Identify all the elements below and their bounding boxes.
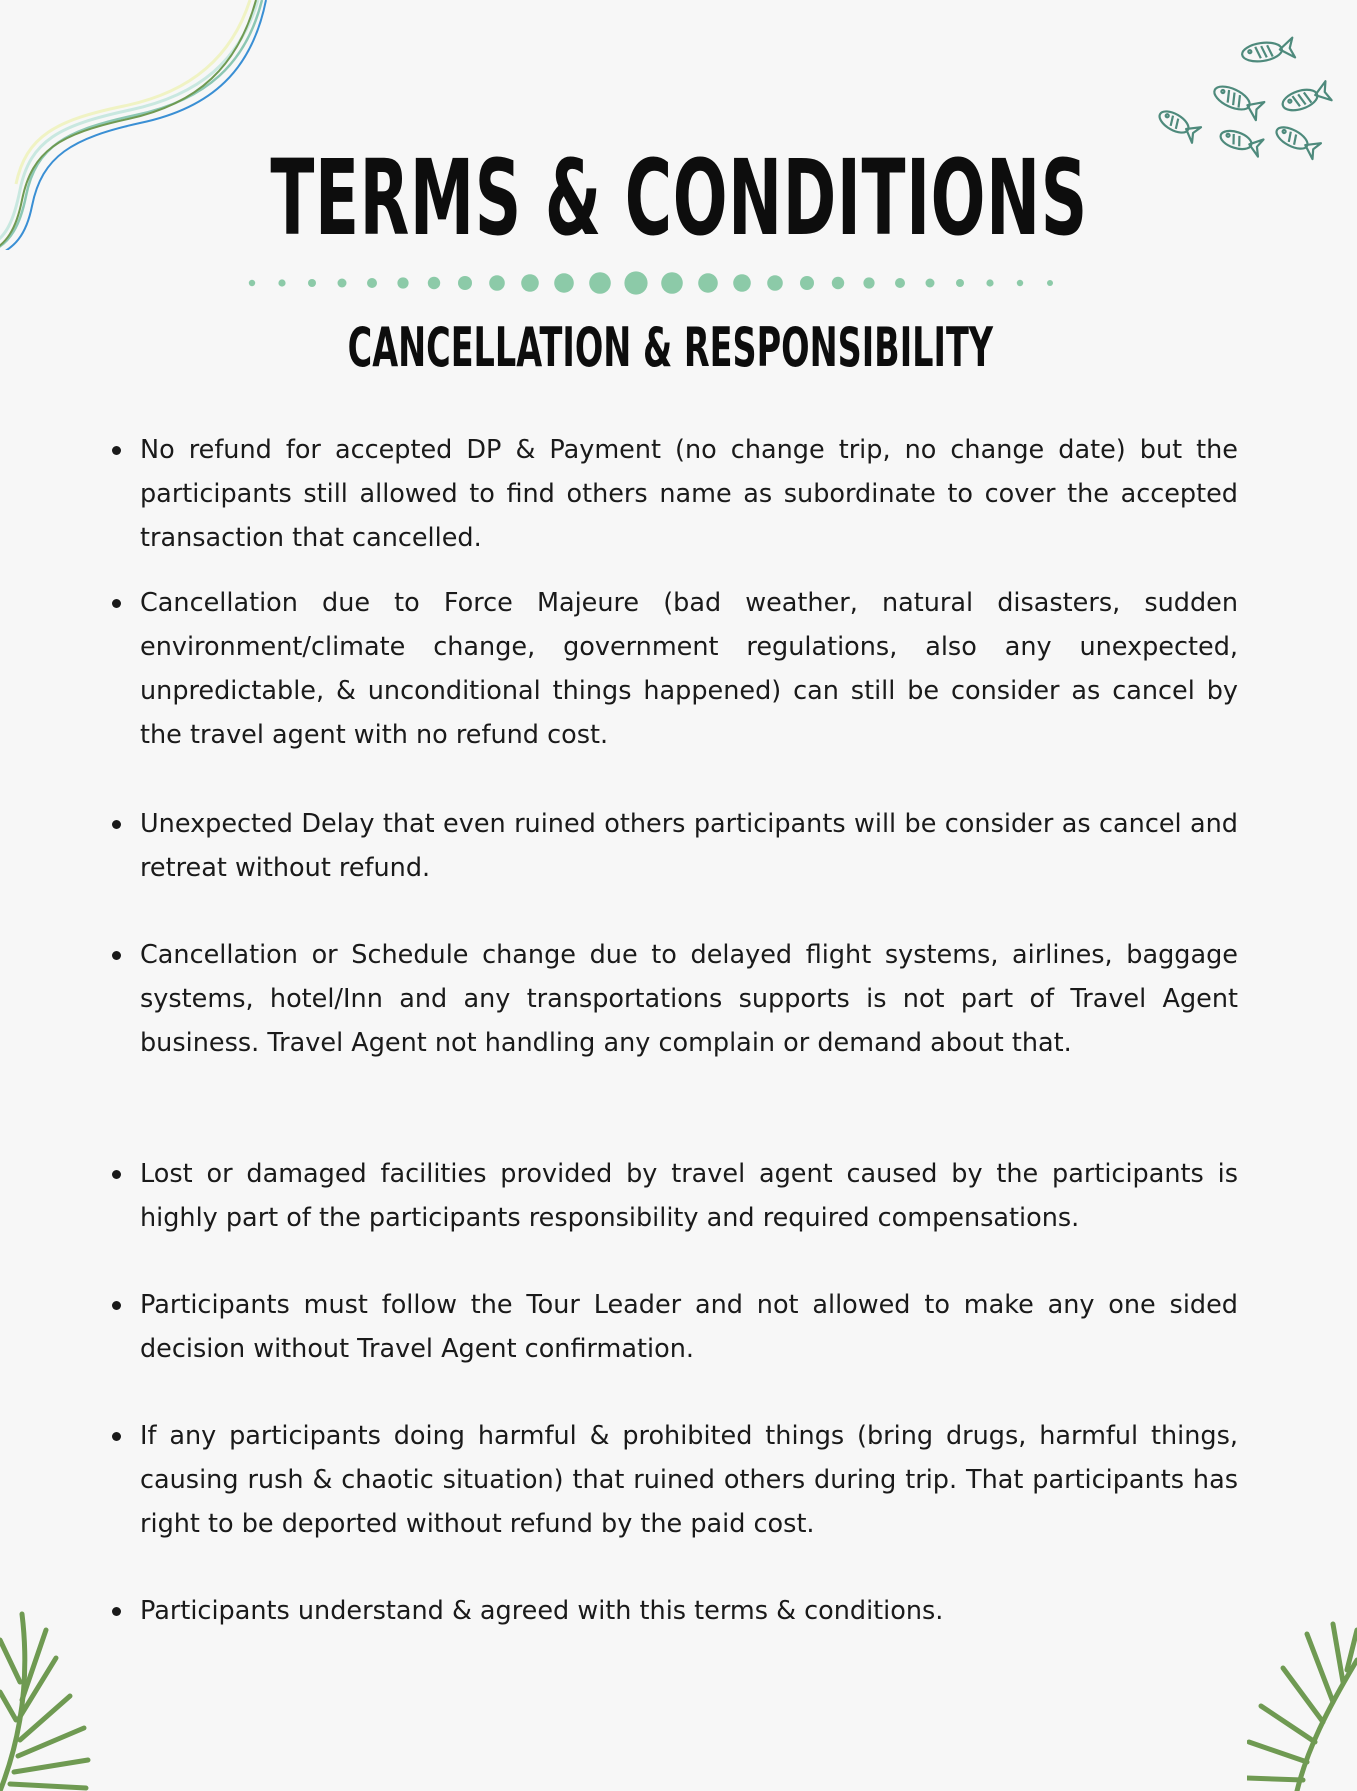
wavy-lines-icon (0, 0, 270, 250)
term-text: Cancellation due to Force Majeure (bad weather, natural disasters, sudden environment/climate change, government regulations, also any unexpected, unpredictable, & unconditional things happened) can still be consider as cancel by the travel agent with no refund cost. (140, 588, 1238, 750)
term-text: Cancellation or Schedule change due to delayed flight systems, airlines, baggage systems, hotel/Inn and any transportations supports is not part of Travel Agent business. Travel Agent not handling any complain or demand about that. (140, 940, 1238, 1058)
list-item (140, 581, 1238, 757)
list-item (140, 933, 1238, 1065)
list-item (140, 802, 1238, 890)
list-item (140, 428, 1238, 560)
dots-divider-icon (240, 268, 1080, 298)
list-item (140, 1283, 1238, 1371)
term-text: If any participants doing harmful & prohibited things (bring drugs, harmful things, causing rush & chaotic situation) that ruined others during trip. That participants has right to be deported without refund by the paid cost. (140, 1421, 1238, 1539)
bullet-icon (112, 1432, 121, 1441)
term-text: Participants must follow the Tour Leader and not allowed to make any one sided decision without Travel Agent confirmation. (140, 1290, 1238, 1364)
bullet-icon (112, 1301, 121, 1310)
bullet-icon (112, 951, 121, 960)
list-item (140, 1414, 1238, 1546)
section-subtitle: CANCELLATION & RESPONSIBILITY (347, 316, 994, 379)
term-text: No refund for accepted DP & Payment (no change trip, no change date) but the participants still allowed to find others name as subordinate to cover the accepted transaction that cancelled. (140, 435, 1238, 553)
page-title: TERMS & CONDITIONS (270, 137, 1088, 259)
list-item (140, 1589, 1238, 1633)
term-text: Unexpected Delay that even ruined others participants will be consider as cancel and retreat without refund. (140, 809, 1238, 883)
bullet-icon (112, 599, 121, 608)
bullet-icon (112, 1607, 121, 1616)
bullet-icon (112, 1170, 121, 1179)
bullet-icon (112, 820, 121, 829)
term-text: Participants understand & agreed with this terms & conditions. (140, 1596, 944, 1626)
list-item (140, 1152, 1238, 1240)
palm-leaf-icon (1247, 1620, 1357, 1791)
bullet-icon (112, 446, 121, 455)
palm-leaf-icon (0, 1600, 110, 1791)
term-text: Lost or damaged facilities provided by travel agent caused by the participants is highly part of the participants responsibility and required compensations. (140, 1159, 1238, 1233)
fish-group-icon (1150, 30, 1340, 170)
